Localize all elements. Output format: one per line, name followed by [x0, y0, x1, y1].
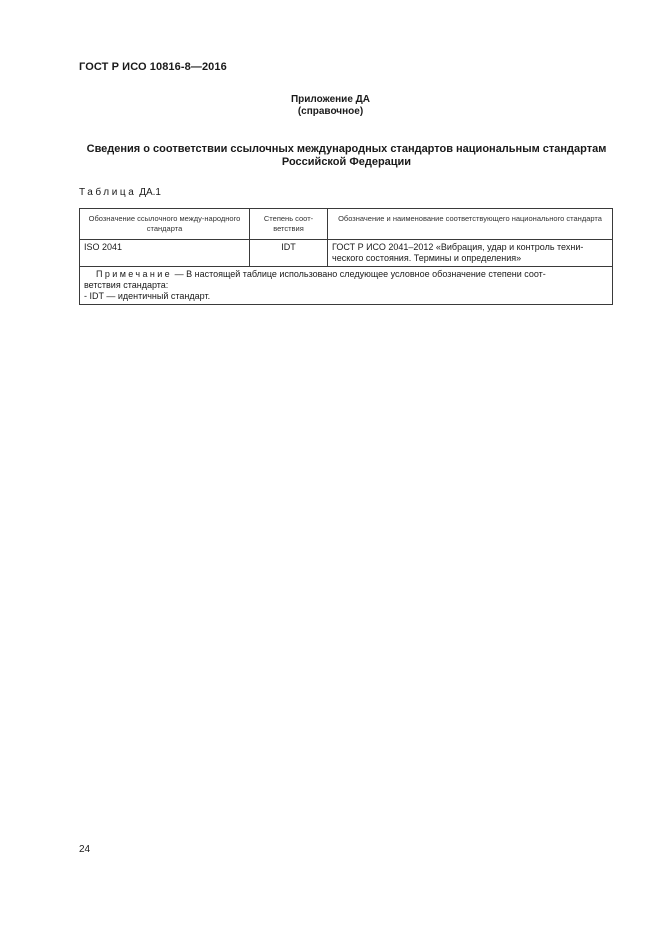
table-header-row [80, 209, 613, 240]
cell-intl-standard: ISO 2041 [80, 240, 250, 267]
national-standard-line-1: ГОСТ Р ИСО 2041–2012 «Вибрация, удар и контроль техни- [332, 242, 584, 252]
appendix-subtitle: (справочное) [297, 106, 364, 117]
table-note [80, 267, 613, 305]
conformity-table [79, 208, 613, 305]
cell-conformity: IDT [250, 240, 328, 267]
note-line-3: - IDT — идентичный стандарт. [84, 291, 211, 301]
header-national-standard: Обозначение и наименование соответствующего национального стандарта [328, 209, 613, 240]
table-caption-word: Таблица [79, 187, 137, 198]
table-caption [79, 187, 161, 198]
cell-national-standard [328, 240, 613, 267]
note-text-1: — В настоящей таблице использовано следующее условное обозначение степени соот- [172, 269, 546, 279]
document-code: ГОСТ Р ИСО 10816-8—2016 [79, 61, 227, 73]
section-title-line-1: Сведения о соответствии ссылочных международных стандартов национальным стандартам [86, 143, 607, 155]
national-standard-line-2: ческого состояния. Термины и определения» [332, 253, 522, 263]
table-note-row [80, 267, 613, 305]
page-number: 24 [79, 844, 91, 855]
table-caption-number: ДА.1 [139, 187, 161, 198]
section-title [79, 143, 614, 169]
appendix-title: Приложение ДА [290, 94, 371, 105]
note-label: Примечание [96, 269, 173, 279]
appendix-heading [0, 94, 661, 118]
section-title-line-2: Российской Федерации [281, 156, 412, 168]
table-row [80, 240, 613, 267]
header-intl-standard: Обозначение ссылочного между-народного стандарта [80, 209, 250, 240]
header-conformity: Степень соот-ветствия [250, 209, 328, 240]
note-line-2: ветствия стандарта: [84, 280, 169, 290]
note-line-1 [84, 269, 608, 280]
